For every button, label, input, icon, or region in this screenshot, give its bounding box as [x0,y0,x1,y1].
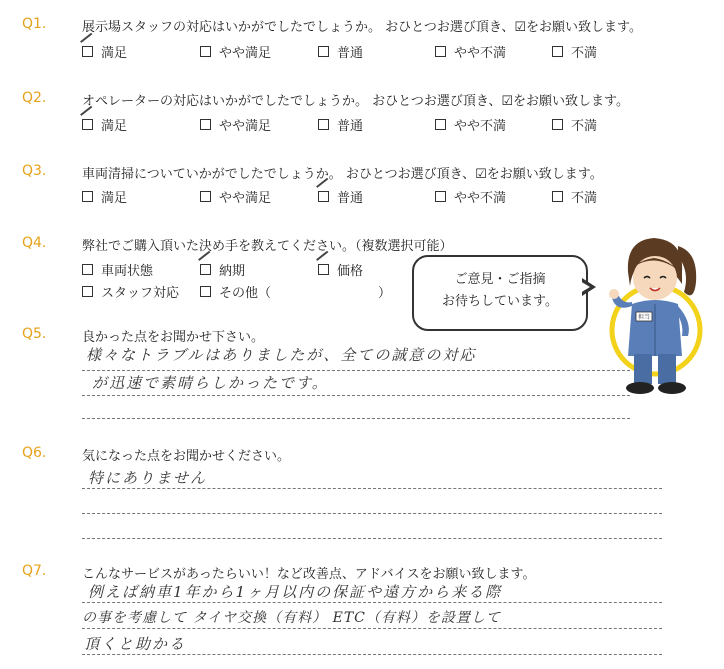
answer-line [82,488,662,489]
bubble-line-2: お待ちしています。 [442,294,558,309]
answer-line [82,418,630,419]
option-somewhat-dissatisfied[interactable]: やや不満 [435,187,506,206]
question-text: 弊社でご購入頂いた決め手を教えてください。（複数選択可能） [82,239,453,254]
option-staff-response[interactable]: スタッフ対応 [82,282,179,301]
option-dissatisfied[interactable]: 不満 [552,187,597,206]
answer-line [82,513,662,514]
option-somewhat-dissatisfied[interactable]: やや不満 [435,115,506,134]
checkbox-checked[interactable] [318,264,329,275]
question-text: 車両清掃についていかがでしたでしょうか。 おひとつお選び頂き、☑をお願い致します。 [82,167,603,182]
checkbox[interactable] [552,191,563,202]
handwritten-answer-line: の事を考慮して タイヤ交換（有料） ETC（有料）を設置して [82,610,501,626]
checkbox-checked[interactable] [82,46,93,57]
option-somewhat-satisfied[interactable]: やや満足 [200,42,271,61]
checkbox[interactable] [82,191,93,202]
answer-line [82,370,630,371]
question-number: Q2. [22,90,47,106]
question-text: オペレーターの対応はいかがでしたでしょうか。 おひとつお選び頂き、☑をお願い致します。 [82,94,629,109]
answer-line [82,395,630,396]
checkbox[interactable] [200,286,211,297]
checkbox[interactable] [318,119,329,130]
question-text: 気になった点をお聞かせください。 [82,449,291,464]
option-somewhat-dissatisfied[interactable]: やや不満 [435,42,506,61]
option-neutral[interactable]: 普通 [318,42,363,61]
option-satisfied[interactable]: 満足 [82,115,127,134]
answer-line [82,654,662,655]
checkbox[interactable] [200,191,211,202]
bubble-line-1: ご意見・ご指摘 [454,272,546,287]
checkbox[interactable] [435,191,446,202]
option-other[interactable]: その他（ [200,282,271,301]
checkbox[interactable] [552,119,563,130]
mascot-shoe [626,382,654,394]
mascot-shoe [658,382,686,394]
question-number: Q5. [22,326,47,342]
handwritten-answer-line: 様々なトラブルはありましたが、全ての誠意の対応 [86,346,477,364]
checkbox[interactable] [552,46,563,57]
mascot-illustration [598,232,708,400]
checkbox-checked[interactable] [318,191,329,202]
option-other-close-paren: ） [378,286,392,301]
answer-line [82,628,662,629]
question-number: Q7. [22,563,47,579]
question-number: Q6. [22,445,47,461]
option-delivery-date[interactable]: 納期 [200,260,245,279]
option-satisfied[interactable]: 満足 [82,187,127,206]
question-text: 展示場スタッフの対応はいかがでしたでしょうか。 おひとつお選び頂き、☑をお願い致します。 [82,20,642,35]
checkbox[interactable] [318,46,329,57]
checkbox[interactable] [435,46,446,57]
handwritten-answer-line: が迅速で素晴らしかったです。 [92,374,329,392]
handwritten-answer-line: 特にありません [88,469,208,487]
answer-line [82,602,662,603]
checkbox[interactable] [82,264,93,275]
checkbox-checked[interactable] [82,119,93,130]
option-satisfied[interactable]: 満足 [82,42,127,61]
option-vehicle-condition[interactable]: 車両状態 [82,260,153,279]
option-neutral[interactable]: 普通 [318,115,363,134]
speech-bubble-tail-inner [580,281,590,293]
question-number: Q3. [22,163,47,179]
question-number: Q1. [22,16,47,32]
option-neutral[interactable]: 普通 [318,187,363,206]
question-text: こんなサービスがあったらいい！など改善点、アドバイスをお願い致します。 [82,567,536,582]
checkbox[interactable] [200,119,211,130]
option-somewhat-satisfied[interactable]: やや満足 [200,115,271,134]
option-dissatisfied[interactable]: 不満 [552,42,597,61]
mascot-badge-text: 担当 [637,314,651,321]
handwritten-answer-line: 例えば納車1年から1ヶ月以内の保証や遠方から来る際 [88,583,503,601]
option-somewhat-satisfied[interactable]: やや満足 [200,187,271,206]
checkbox[interactable] [82,286,93,297]
speech-bubble [412,255,588,331]
checkbox-checked[interactable] [200,264,211,275]
handwritten-answer-line: 頂くと助かる [84,635,187,653]
option-dissatisfied[interactable]: 不満 [552,115,597,134]
question-number: Q4. [22,235,47,251]
checkbox[interactable] [435,119,446,130]
answer-line [82,538,662,539]
question-text: 良かった点をお聞かせ下さい。 [82,330,265,345]
checkbox[interactable] [200,46,211,57]
option-price[interactable]: 価格 [318,260,363,279]
